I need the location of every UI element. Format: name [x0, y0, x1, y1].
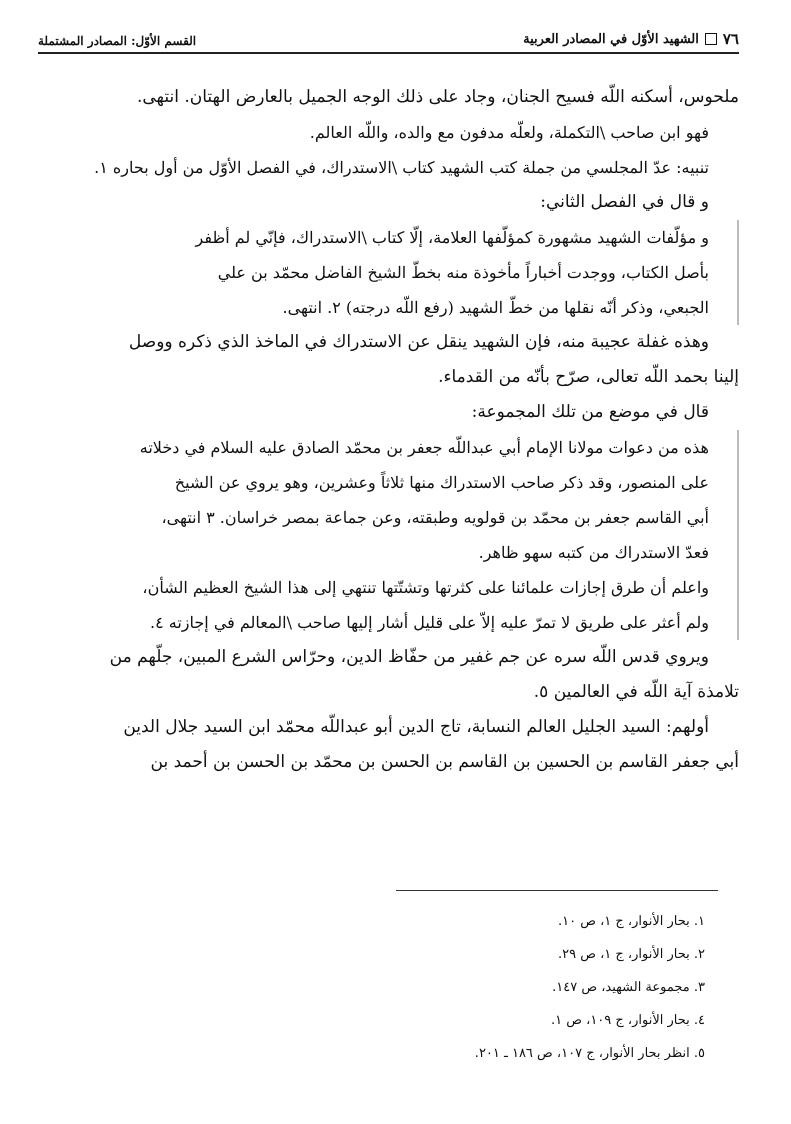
- text-line: أولهم: السيد الجليل العالم النسابة، تاج الدين أبو عبداللّه محمّد ابن السيد جلال الدين: [123, 717, 709, 737]
- footnotes: [345, 905, 705, 1070]
- footnote: ٢. بحار الأنوار، ج ١، ص ٢٩.: [557, 947, 705, 962]
- text-line: وهذه غفلة عجيبة منه، فإن الشهيد ينقل عن الاستدراك في الماخذ الذي ذكره ووصل: [128, 332, 709, 352]
- quote-line: فعدّ الاستدراك من كتبه سهو ظاهر.: [70, 535, 739, 570]
- body-text: [70, 80, 739, 780]
- section-title: القسم الأوّل: المصادر المشتملة: [38, 34, 197, 48]
- quote-line: أبي القاسم جعفر بن محمّد بن قولويه وطبقته، وعن جماعة بمصر خراسان. ٣ انتهى،: [70, 500, 739, 535]
- footnote: ٥. انظر بحار الأنوار، ج ١٠٧، ص ١٨٦ ـ ٢٠١.: [474, 1046, 705, 1061]
- quote-line: بأصل الكتاب، ووجدت أخباراً مأخوذة منه بخطّ الشيخ الفاضل محمّد بن علي: [70, 255, 739, 290]
- quote-line: واعلم أن طرق إجازات علمائنا على كثرتها وتشتّتها تنتهي إلى هذا الشيخ العظيم الشأن،: [70, 570, 739, 605]
- text-line: و قال في الفصل الثاني:: [540, 192, 709, 212]
- header-chapter: [523, 30, 739, 48]
- text-line: أبي جعفر القاسم بن الحسين بن القاسم بن الحسن بن محمّد بن الحسن بن أحمد بن: [150, 752, 739, 772]
- footnote: ١. بحار الأنوار، ج ١، ص ١٠.: [557, 914, 705, 929]
- quote-line: و مؤلّفات الشهيد مشهورة كمؤلّفها العلامة، إلّا كتاب \الاستدراك، فإنّي لم أظفر: [70, 220, 739, 255]
- footnote-divider: [396, 890, 718, 891]
- text-line: ملحوس، أسكنه اللّه فسيح الجنان، وجاد على ذلك الوجه الجميل بالعارض الهتان. انتهى.: [136, 87, 739, 107]
- chapter-title: الشهيد الأوّل في المصادر العربية: [523, 31, 699, 47]
- square-icon: [705, 33, 717, 45]
- quote-line: هذه من دعوات مولانا الإمام أبي عبداللّه جعفر بن محمّد الصادق عليه السلام في دخلاته: [70, 430, 739, 465]
- quote-line: الجبعي، وذكر أنّه نقلها من خطّ الشهيد (رفع اللّه درجته) ٢. انتهى.: [70, 290, 739, 325]
- text-line: تلامذة آية اللّه في العالمين ٥.: [533, 682, 739, 702]
- text-line: إلينا بحمد اللّه تعالى، صرّح بأنّه من القدماء.: [438, 367, 739, 387]
- text-line: ويروي قدس اللّه سره عن جم غفير من حفّاظ الدين، وحرّاس الشرع المبين، جلّهم من: [109, 647, 709, 667]
- page-number: ٧٦: [722, 30, 739, 48]
- text-line: تنبيه: عدّ المجلسي من جملة كتب الشهيد كتاب \الاستدراك، في الفصل الأوّل من أول بحاره ١.: [94, 158, 709, 177]
- quote-line: ولم أعثر على طريق لا تمرّ عليه إلاّ على قليل أشار إليها صاحب \المعالم في إجازته ٤.: [70, 605, 739, 640]
- footnote: ٣. مجموعة الشهيد، ص ١٤٧.: [552, 980, 705, 995]
- quote-line: على المنصور، وقد ذكر صاحب الاستدراك منها ثلاثاً وعشرين، وهو يروي عن الشيخ: [70, 465, 739, 500]
- text-line: فهو ابن صاحب \التكملة، ولعلّه مدفون مع والده، واللّه العالم.: [309, 123, 709, 142]
- footnote: ٤. بحار الأنوار، ج ١٠٩، ص ١.: [551, 1013, 705, 1028]
- running-header: [38, 22, 739, 54]
- text-line: قال في موضع من تلك المجموعة:: [471, 402, 709, 422]
